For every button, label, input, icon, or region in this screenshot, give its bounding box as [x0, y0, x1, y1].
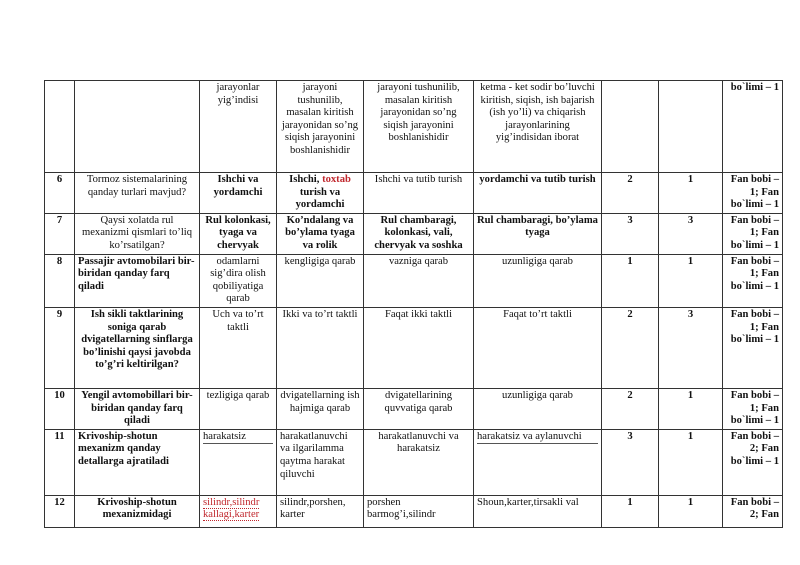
answer-d: Faqat to’rt taktli	[474, 307, 602, 388]
answer-c: harakatlanuvchi va harakatsiz	[364, 429, 474, 495]
table-row	[45, 495, 783, 527]
cognitive-level: 3	[659, 213, 723, 254]
answer-d: uzunligiga qarab	[474, 254, 602, 307]
table-row	[45, 81, 783, 173]
answer-b-part: turish va yordamchi	[295, 186, 345, 211]
answer-b: Ikki va to’rt taktli	[277, 307, 364, 388]
table-row	[45, 173, 783, 214]
answer-a: odamlarni sig’dira olish qobiliyatiga qarab	[200, 254, 277, 307]
question-text: Qaysi xolatda rul mexanizmi qismlari to’liq ko’rsatilgan?	[75, 213, 200, 254]
cognitive-level	[659, 81, 723, 173]
chapter-ref: Fan bobi – 2; Fan	[723, 495, 783, 527]
answer-b-part: Ishchi,	[289, 174, 323, 185]
answer-b: harakatlanuvchi va ilgarilamma qaytma harakat qiluvchi	[277, 429, 364, 495]
answer-a: Rul kolonkasi, tyaga va chervyak	[200, 213, 277, 254]
test-questions-table	[44, 80, 783, 528]
question-number: 8	[45, 254, 75, 307]
answer-b	[277, 173, 364, 214]
question-text: Krivoship-shotun mexanizm qanday detallarga ajratiladi	[75, 429, 200, 495]
answer-c: dvigatellarining quvvatiga qarab	[364, 388, 474, 429]
question-number	[45, 81, 75, 173]
table-row	[45, 254, 783, 307]
cognitive-level: 1	[659, 495, 723, 527]
question-number: 11	[45, 429, 75, 495]
question-text: Passajir avtomobilari bir-biridan qanday farq qiladi	[75, 254, 200, 307]
question-number: 7	[45, 213, 75, 254]
answer-a: Uch va to’rt taktli	[200, 307, 277, 388]
answer-d	[474, 429, 602, 495]
difficulty: 3	[602, 213, 659, 254]
answer-c: Faqat ikki taktli	[364, 307, 474, 388]
answer-b: kengligiga qarab	[277, 254, 364, 307]
chapter-ref: Fan bobi – 2; Fan bo`limi – 1	[723, 429, 783, 495]
difficulty: 2	[602, 173, 659, 214]
answer-b: dvigatellarning ish hajmiga qarab	[277, 388, 364, 429]
table-row	[45, 213, 783, 254]
chapter-ref: Fan bobi – 1; Fan bo`limi – 1	[723, 173, 783, 214]
chapter-ref: Fan bobi – 1; Fan bo`limi – 1	[723, 388, 783, 429]
answer-a	[200, 429, 277, 495]
difficulty: 3	[602, 429, 659, 495]
difficulty: 1	[602, 495, 659, 527]
answer-d: Rul chambaragi, bo’ylama tyaga	[474, 213, 602, 254]
difficulty	[602, 81, 659, 173]
question-number: 6	[45, 173, 75, 214]
answer-d: ketma - ket sodir bo’luvchi kiritish, siqish, ish bajarish (ish yo’li) va chiqarish jarayonlarining yig’indisidan iborat	[474, 81, 602, 173]
cognitive-level: 1	[659, 173, 723, 214]
cognitive-level: 3	[659, 307, 723, 388]
answer-d: Shoun,karter,tirsakli val	[474, 495, 602, 527]
answer-a-text: harakatsiz	[203, 431, 273, 445]
question-text: Krivoship-shotun mexanizmidagi	[75, 495, 200, 527]
question-number: 10	[45, 388, 75, 429]
answer-d-text: harakatsiz va aylanuvchi	[477, 431, 598, 445]
cognitive-level: 1	[659, 429, 723, 495]
chapter-ref: Fan bobi – 1; Fan bo`limi – 1	[723, 213, 783, 254]
chapter-ref: bo`limi – 1	[723, 81, 783, 173]
answer-a: jarayonlar yig’indisi	[200, 81, 277, 173]
difficulty: 2	[602, 388, 659, 429]
answer-a: tezligiga qarab	[200, 388, 277, 429]
answer-a	[200, 495, 277, 527]
question-number: 12	[45, 495, 75, 527]
misspelled-word: toxtab	[322, 174, 351, 185]
question-text: Yengil avtomobillari bir-biridan qanday farq qiladi	[75, 388, 200, 429]
answer-a-text: silindr,silindr kallagi,karter	[203, 496, 260, 521]
answer-c: vazniga qarab	[364, 254, 474, 307]
table-row	[45, 307, 783, 388]
answer-b: Ko’ndalang va bo’ylama tyaga va rolik	[277, 213, 364, 254]
answer-a: Ishchi va yordamchi	[200, 173, 277, 214]
answer-d: uzunligiga qarab	[474, 388, 602, 429]
difficulty: 1	[602, 254, 659, 307]
question-text: Ish sikli taktlarining soniga qarab dvigatellarning sinflarga bo’linishi qaysi javobda to’g’ri keltirilgan?	[75, 307, 200, 388]
answer-c: porshen barmog’i,silindr	[364, 495, 474, 527]
chapter-ref: Fan bobi – 1; Fan bo`limi – 1	[723, 307, 783, 388]
question-text: Tormoz sistemalarining qanday turlari mavjud?	[75, 173, 200, 214]
table-row	[45, 388, 783, 429]
table-row	[45, 429, 783, 495]
answer-c: Rul chambaragi, kolonkasi, vali, chervyak va soshka	[364, 213, 474, 254]
question-text	[75, 81, 200, 173]
answer-b: jarayoni tushunilib, masalan kiritish jarayonidan so’ng siqish jarayonini boshlanishidir	[277, 81, 364, 173]
cognitive-level: 1	[659, 388, 723, 429]
answer-c: Ishchi va tutib turish	[364, 173, 474, 214]
chapter-ref: Fan bobi – 1; Fan bo`limi – 1	[723, 254, 783, 307]
answer-d: yordamchi va tutib turish	[474, 173, 602, 214]
answer-c: jarayoni tushunilib, masalan kiritish jarayonidan so’ng siqish jarayonini boshlanishidir	[364, 81, 474, 173]
question-number: 9	[45, 307, 75, 388]
difficulty: 2	[602, 307, 659, 388]
answer-b: silindr,porshen, karter	[277, 495, 364, 527]
cognitive-level: 1	[659, 254, 723, 307]
